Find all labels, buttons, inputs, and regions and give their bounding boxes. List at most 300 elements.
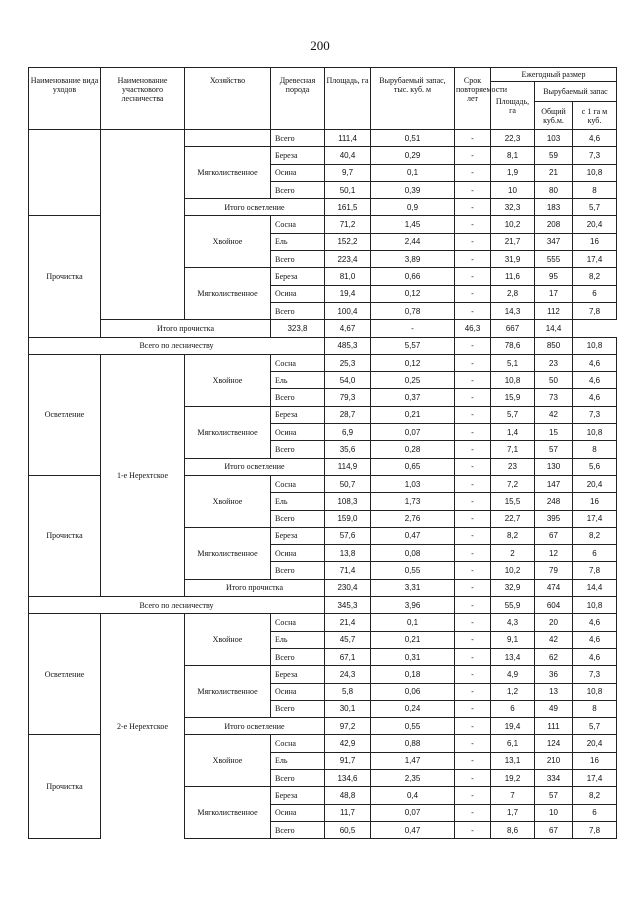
- cell-annual-area: 13,1: [491, 752, 535, 769]
- cell-area: 108,3: [325, 493, 371, 510]
- cell-total: 147: [535, 475, 573, 492]
- cell-stock: 0,24: [371, 700, 455, 717]
- cell-area: 13,8: [325, 545, 371, 562]
- cell-area: 81,0: [325, 268, 371, 285]
- cell-annual-area: 4,3: [491, 614, 535, 631]
- cell-period: -: [455, 769, 491, 786]
- cell-annual-area: 1,2: [491, 683, 535, 700]
- cell-species: Сосна: [271, 216, 325, 233]
- header-row: [29, 68, 617, 82]
- type-prochistka: Прочистка: [29, 475, 101, 596]
- header-farm: Хозяйство: [185, 68, 271, 130]
- cell-period: -: [455, 631, 491, 648]
- cell-area: 345,3: [325, 597, 371, 614]
- cell-annual-area: 10,8: [491, 372, 535, 389]
- cell-per-ha: 7,3: [573, 406, 617, 423]
- itogo-prochistka-label: Итого прочистка: [185, 579, 325, 596]
- type-prochistka: Прочистка: [29, 216, 101, 337]
- cell-annual-area: 10: [491, 181, 535, 198]
- cell-species: Ель: [271, 493, 325, 510]
- cell-annual-area: 31,9: [491, 251, 535, 268]
- cell-stock: 0,66: [371, 268, 455, 285]
- forestry-continuation: [101, 130, 185, 320]
- cell-period: -: [455, 337, 491, 354]
- cell-period: -: [455, 597, 491, 614]
- cell-annual-area: 15,5: [491, 493, 535, 510]
- cell-period: -: [455, 804, 491, 821]
- vsego-lesnichestvo-label: Всего по лесничеству: [29, 597, 325, 614]
- cell-period: -: [455, 181, 491, 198]
- header-cut-stock: Вырубаемый запас: [535, 82, 617, 102]
- cell-area: 50,1: [325, 181, 371, 198]
- itogo-osvetlenie-label: Итого осветление: [185, 718, 325, 735]
- cell-species: Всего: [271, 251, 325, 268]
- cell-species: Береза: [271, 406, 325, 423]
- cell-total: 334: [535, 769, 573, 786]
- header-type: Наименование вида уходов: [29, 68, 101, 130]
- cell-annual-area: 21,7: [491, 233, 535, 250]
- cell-per-ha: 4,6: [573, 648, 617, 665]
- cell-total: 49: [535, 700, 573, 717]
- cell-annual-area: 22,7: [491, 510, 535, 527]
- cell-total: 95: [535, 268, 573, 285]
- cell-area: 5,8: [325, 683, 371, 700]
- cell-area: 152,2: [325, 233, 371, 250]
- cell-period: -: [455, 354, 491, 371]
- farm-hvoynoe: Хвойное: [185, 475, 271, 527]
- cell-species: Сосна: [271, 614, 325, 631]
- cell-per-ha: 8: [573, 181, 617, 198]
- farm-myagkolist: Мягколиственное: [185, 268, 271, 320]
- cell-total: 183: [535, 199, 573, 216]
- cell-stock: 0,12: [371, 354, 455, 371]
- type-osvetlenie: Осветление: [29, 614, 101, 735]
- cell-stock: 0,07: [371, 424, 455, 441]
- cell-per-ha: 5,7: [573, 718, 617, 735]
- farm-hvoynoe: Хвойное: [185, 735, 271, 787]
- cell-area: 91,7: [325, 752, 371, 769]
- cell-total: 79: [535, 562, 573, 579]
- itogo-osvetlenie-label: Итого осветление: [185, 199, 325, 216]
- cell-area: 67,1: [325, 648, 371, 665]
- cell-per-ha: 17,4: [573, 510, 617, 527]
- cell-species: Сосна: [271, 354, 325, 371]
- cell-area: 79,3: [325, 389, 371, 406]
- cell-total: 57: [535, 787, 573, 804]
- cell-total: 555: [535, 251, 573, 268]
- cell-per-ha: 10,8: [573, 424, 617, 441]
- cell-per-ha: 14,4: [573, 579, 617, 596]
- table-row: [29, 337, 617, 354]
- farm-myagkolist: Мягколиственное: [185, 666, 271, 718]
- cell-stock: 0,29: [371, 147, 455, 164]
- cell-area: 485,3: [325, 337, 371, 354]
- cell-per-ha: 4,6: [573, 631, 617, 648]
- forestry-1-nerekhtskoe: 1-е Нерехтское: [101, 354, 185, 596]
- cell-per-ha: 4,6: [573, 372, 617, 389]
- type-continuation: [29, 130, 101, 216]
- cell-period: -: [455, 735, 491, 752]
- cell-per-ha: 14,4: [535, 320, 573, 337]
- cell-species: Осина: [271, 285, 325, 302]
- cell-per-ha: 20,4: [573, 735, 617, 752]
- cell-per-ha: 7,3: [573, 666, 617, 683]
- cell-per-ha: 7,8: [573, 821, 617, 838]
- cell-period: -: [455, 752, 491, 769]
- cell-species: Береза: [271, 666, 325, 683]
- cell-stock: 0,55: [371, 718, 455, 735]
- cell-stock: 1,73: [371, 493, 455, 510]
- cell-area: 54,0: [325, 372, 371, 389]
- cell-stock: 0,18: [371, 666, 455, 683]
- cell-stock: 0,07: [371, 804, 455, 821]
- cell-per-ha: 8: [573, 700, 617, 717]
- cell-per-ha: 16: [573, 752, 617, 769]
- cell-stock: 0,55: [371, 562, 455, 579]
- cell-annual-area: 1,9: [491, 164, 535, 181]
- cell-period: -: [455, 787, 491, 804]
- cell-total: 103: [535, 130, 573, 147]
- itogo-prochistka-label: Итого прочистка: [101, 320, 271, 337]
- cell-total: 208: [535, 216, 573, 233]
- forest-care-table: [28, 67, 617, 839]
- cell-period: -: [455, 562, 491, 579]
- cell-per-ha: 4,6: [573, 614, 617, 631]
- cell-stock: 0,47: [371, 527, 455, 544]
- cell-area: 6,9: [325, 424, 371, 441]
- cell-annual-area: 32,3: [491, 199, 535, 216]
- cell-period: -: [455, 458, 491, 475]
- cell-area: 45,7: [325, 631, 371, 648]
- table-row: [29, 320, 617, 337]
- cell-per-ha: 6: [573, 285, 617, 302]
- cell-stock: 0,1: [371, 614, 455, 631]
- farm-hvoynoe: Хвойное: [185, 216, 271, 268]
- cell-species: Осина: [271, 424, 325, 441]
- cell-period: -: [455, 648, 491, 665]
- cell-period: -: [455, 441, 491, 458]
- header-species: Древесная порода: [271, 68, 325, 130]
- cell-area: 57,6: [325, 527, 371, 544]
- cell-per-ha: 8,2: [573, 787, 617, 804]
- farm-hvoynoe: Хвойное: [185, 354, 271, 406]
- cell-area: 50,7: [325, 475, 371, 492]
- cell-area: 19,4: [325, 285, 371, 302]
- cell-total: 80: [535, 181, 573, 198]
- cell-period: -: [455, 216, 491, 233]
- cell-stock: 0,37: [371, 389, 455, 406]
- table-row: [29, 614, 617, 631]
- cell-period: -: [455, 475, 491, 492]
- cell-period: -: [455, 493, 491, 510]
- cell-per-ha: 16: [573, 233, 617, 250]
- cell-area: 71,4: [325, 562, 371, 579]
- cell-per-ha: 10,8: [573, 597, 617, 614]
- cell-annual-area: 9,1: [491, 631, 535, 648]
- cell-annual-area: 7: [491, 787, 535, 804]
- cell-per-ha: 16: [573, 493, 617, 510]
- cell-period: -: [455, 424, 491, 441]
- cell-total: 112: [535, 302, 573, 319]
- cell-annual-area: 13,4: [491, 648, 535, 665]
- cell-area: 60,5: [325, 821, 371, 838]
- type-prochistka: Прочистка: [29, 735, 101, 839]
- cell-species: Береза: [271, 527, 325, 544]
- cell-annual-area: 10,2: [491, 216, 535, 233]
- farm-myagkolist: Мягколиственное: [185, 406, 271, 458]
- cell-stock: 0,65: [371, 458, 455, 475]
- cell-period: -: [455, 545, 491, 562]
- cell-area: 30,1: [325, 700, 371, 717]
- cell-period: -: [455, 233, 491, 250]
- cell-annual-area: 19,4: [491, 718, 535, 735]
- cell-total: 15: [535, 424, 573, 441]
- cell-stock: 0,47: [371, 821, 455, 838]
- cell-per-ha: 10,8: [573, 337, 617, 354]
- cell-stock: 2,35: [371, 769, 455, 786]
- cell-total: 73: [535, 389, 573, 406]
- cell-period: -: [455, 389, 491, 406]
- cell-per-ha: 10,8: [573, 683, 617, 700]
- cell-total: 17: [535, 285, 573, 302]
- cell-area: 25,3: [325, 354, 371, 371]
- cell-area: 28,7: [325, 406, 371, 423]
- cell-species: Ель: [271, 372, 325, 389]
- cell-per-ha: 17,4: [573, 769, 617, 786]
- cell-stock: 0,88: [371, 735, 455, 752]
- cell-stock: 0,1: [371, 164, 455, 181]
- cell-stock: 0,25: [371, 372, 455, 389]
- cell-species: Всего: [271, 130, 325, 147]
- cell-total: 667: [491, 320, 535, 337]
- cell-annual-area: 23: [491, 458, 535, 475]
- cell-period: -: [455, 199, 491, 216]
- cell-total: 124: [535, 735, 573, 752]
- cell-per-ha: 5,6: [573, 458, 617, 475]
- cell-per-ha: 5,7: [573, 199, 617, 216]
- cell-area: 11,7: [325, 804, 371, 821]
- cell-annual-area: 8,2: [491, 527, 535, 544]
- cell-annual-area: 10,2: [491, 562, 535, 579]
- cell-per-ha: 4,6: [573, 354, 617, 371]
- cell-species: Всего: [271, 821, 325, 838]
- cell-species: Всего: [271, 441, 325, 458]
- cell-period: -: [455, 406, 491, 423]
- vsego-lesnichestvo-label: Всего по лесничеству: [29, 337, 325, 354]
- cell-total: 59: [535, 147, 573, 164]
- cell-per-ha: 8,2: [573, 268, 617, 285]
- cell-per-ha: 6: [573, 804, 617, 821]
- table-row: [29, 354, 617, 371]
- cell-period: -: [371, 320, 455, 337]
- cell-total: 67: [535, 821, 573, 838]
- cell-stock: 0,12: [371, 285, 455, 302]
- cell-annual-area: 5,1: [491, 354, 535, 371]
- cell-period: -: [455, 164, 491, 181]
- cell-period: -: [455, 527, 491, 544]
- cell-total: 21: [535, 164, 573, 181]
- header-per-ha: с 1 га м куб.: [573, 102, 617, 130]
- cell-species: Ель: [271, 752, 325, 769]
- cell-total: 42: [535, 631, 573, 648]
- cell-species: Береза: [271, 147, 325, 164]
- cell-stock: 3,89: [371, 251, 455, 268]
- cell-per-ha: 7,3: [573, 147, 617, 164]
- cell-annual-area: 8,6: [491, 821, 535, 838]
- cell-stock: 0,39: [371, 181, 455, 198]
- cell-species: Сосна: [271, 735, 325, 752]
- cell-annual-area: 7,2: [491, 475, 535, 492]
- cell-total: 395: [535, 510, 573, 527]
- cell-stock: 4,67: [325, 320, 371, 337]
- cell-period: -: [455, 683, 491, 700]
- cell-total: 347: [535, 233, 573, 250]
- cell-total: 604: [535, 597, 573, 614]
- cell-annual-area: 14,3: [491, 302, 535, 319]
- cell-species: Ель: [271, 631, 325, 648]
- cell-total: 20: [535, 614, 573, 631]
- farm-myagkolist: Мягколиственное: [185, 147, 271, 199]
- cell-species: Всего: [271, 510, 325, 527]
- cell-stock: 1,47: [371, 752, 455, 769]
- cell-period: -: [455, 268, 491, 285]
- cell-species: Всего: [271, 769, 325, 786]
- cell-stock: 2,76: [371, 510, 455, 527]
- cell-stock: 0,21: [371, 631, 455, 648]
- table-row: [29, 597, 617, 614]
- cell-per-ha: 6: [573, 545, 617, 562]
- cell-species: Осина: [271, 804, 325, 821]
- cell-per-ha: 17,4: [573, 251, 617, 268]
- cell-species: Всего: [271, 700, 325, 717]
- cell-total: 42: [535, 406, 573, 423]
- cell-area: 35,6: [325, 441, 371, 458]
- table-row: [29, 130, 617, 147]
- cell-per-ha: 20,4: [573, 216, 617, 233]
- cell-species: Осина: [271, 545, 325, 562]
- cell-area: 114,9: [325, 458, 371, 475]
- cell-area: 24,3: [325, 666, 371, 683]
- cell-per-ha: 8: [573, 441, 617, 458]
- header-total: Общий куб.м.: [535, 102, 573, 130]
- page-number: 200: [310, 38, 330, 53]
- cell-species: Всего: [271, 302, 325, 319]
- header-annual: Ежегодный размер: [491, 68, 617, 82]
- cell-species: Всего: [271, 181, 325, 198]
- cell-total: 67: [535, 527, 573, 544]
- cell-stock: 0,21: [371, 406, 455, 423]
- forestry-2-nerekhtskoe: 2-е Нерехтское: [101, 614, 185, 839]
- cell-total: 474: [535, 579, 573, 596]
- cell-period: -: [455, 666, 491, 683]
- cell-stock: 0,06: [371, 683, 455, 700]
- cell-annual-area: 7,1: [491, 441, 535, 458]
- cell-stock: 0,28: [371, 441, 455, 458]
- cell-area: 134,6: [325, 769, 371, 786]
- cell-species: Всего: [271, 648, 325, 665]
- cell-annual-area: 46,3: [455, 320, 491, 337]
- cell-stock: 3,96: [371, 597, 455, 614]
- cell-per-ha: 7,8: [573, 562, 617, 579]
- cell-period: -: [455, 579, 491, 596]
- farm-hvoynoe: Хвойное: [185, 614, 271, 666]
- cell-stock: 0,4: [371, 787, 455, 804]
- cell-total: 13: [535, 683, 573, 700]
- cell-annual-area: 1,7: [491, 804, 535, 821]
- cell-period: -: [455, 510, 491, 527]
- cell-area: 111,4: [325, 130, 371, 147]
- cell-period: -: [455, 130, 491, 147]
- cell-area: 223,4: [325, 251, 371, 268]
- cell-annual-area: 1,4: [491, 424, 535, 441]
- cell-period: -: [455, 147, 491, 164]
- cell-total: 850: [535, 337, 573, 354]
- cell-period: -: [455, 821, 491, 838]
- header-stock: Вырубаемый запас, тыс. куб. м: [371, 68, 455, 130]
- farm-myagkolist: Мягколиственное: [185, 787, 271, 839]
- cell-period: -: [455, 718, 491, 735]
- cell-stock: 5,57: [371, 337, 455, 354]
- cell-stock: 0,08: [371, 545, 455, 562]
- cell-total: 248: [535, 493, 573, 510]
- cell-area: 159,0: [325, 510, 371, 527]
- cell-period: -: [455, 700, 491, 717]
- cell-annual-area: 6,1: [491, 735, 535, 752]
- cell-area: 323,8: [271, 320, 325, 337]
- cell-stock: 1,45: [371, 216, 455, 233]
- cell-annual-area: 8,1: [491, 147, 535, 164]
- cell-area: 21,4: [325, 614, 371, 631]
- cell-area: 71,2: [325, 216, 371, 233]
- type-osvetlenie: Осветление: [29, 354, 101, 475]
- cell-total: 12: [535, 545, 573, 562]
- cell-area: 230,4: [325, 579, 371, 596]
- cell-period: -: [455, 372, 491, 389]
- cell-area: 161,5: [325, 199, 371, 216]
- cell-total: 210: [535, 752, 573, 769]
- cell-total: 23: [535, 354, 573, 371]
- cell-annual-area: 2: [491, 545, 535, 562]
- cell-annual-area: 4,9: [491, 666, 535, 683]
- cell-stock: 0,31: [371, 648, 455, 665]
- cell-total: 36: [535, 666, 573, 683]
- header-annual-area: Площадь, га: [491, 82, 535, 130]
- cell-area: 9,7: [325, 164, 371, 181]
- cell-species: Ель: [271, 233, 325, 250]
- cell-species: Береза: [271, 268, 325, 285]
- cell-total: 130: [535, 458, 573, 475]
- farm-myagkolist: Мягколиственное: [185, 527, 271, 579]
- cell-per-ha: 8,2: [573, 527, 617, 544]
- cell-annual-area: 6: [491, 700, 535, 717]
- cell-stock: 2,44: [371, 233, 455, 250]
- cell-area: 100,4: [325, 302, 371, 319]
- itogo-osvetlenie-label: Итого осветление: [185, 458, 325, 475]
- cell-species: Береза: [271, 787, 325, 804]
- cell-annual-area: 2,8: [491, 285, 535, 302]
- cell-annual-area: 5,7: [491, 406, 535, 423]
- cell-total: 10: [535, 804, 573, 821]
- cell-per-ha: 7,8: [573, 302, 617, 319]
- cell-per-ha: 10,8: [573, 164, 617, 181]
- cell-annual-area: 11,6: [491, 268, 535, 285]
- cell-per-ha: 20,4: [573, 475, 617, 492]
- cell-per-ha: 4,6: [573, 389, 617, 406]
- cell-species: Всего: [271, 389, 325, 406]
- cell-species: Всего: [271, 562, 325, 579]
- farm-continuation: [185, 130, 271, 147]
- cell-total: 57: [535, 441, 573, 458]
